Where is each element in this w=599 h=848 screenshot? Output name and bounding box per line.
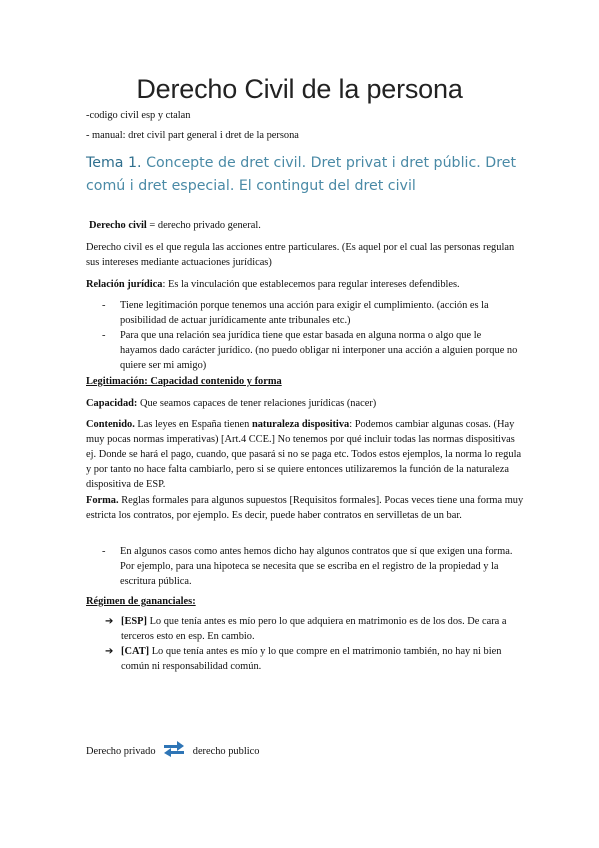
- bidirectional-arrow-icon: [164, 740, 184, 763]
- relacion-term: Relación jurídica: [86, 279, 163, 290]
- dash-bullet: -: [102, 546, 106, 557]
- list-item-text: Lo que tenía antes es mío pero lo que adquiera en matrimonio es de los dos. De cara a terceros esto en esp. En cambio.: [121, 616, 507, 642]
- forma-paragraph: [86, 493, 526, 523]
- tema-text: Concepte de dret civil. Dret privat i dret públic. Dret comú i dret especial. El contingut del dret civil: [86, 155, 517, 194]
- legitimacion-heading-text: Legitimación: Capacidad contenido y forma: [86, 376, 282, 387]
- forma-list: [100, 544, 520, 589]
- dash-bullet: -: [102, 300, 106, 311]
- paragraph: Derecho civil es el que regula las acciones entre particulares. (Es aquel por el cual las personas regulan sus intereses mediante actuaciones jurídicas): [86, 242, 515, 268]
- contenido-pre: Las leyes en España tienen: [134, 419, 252, 430]
- capacidad-text: Que seamos capaces de tener relaciones jurídicas (nacer): [137, 398, 377, 409]
- document-title: Derecho Civil de la persona: [136, 74, 463, 104]
- relation-line: [86, 740, 259, 763]
- definition-term: Derecho civil: [89, 220, 147, 231]
- right-arrow-icon: ➔: [105, 616, 114, 627]
- contenido-term: Contenido.: [86, 419, 135, 430]
- note-line: -codigo civil esp y ctalan: [86, 110, 191, 121]
- right-arrow-icon: ➔: [105, 646, 114, 657]
- contenido-paragraph: [86, 417, 526, 492]
- relation-right: derecho publico: [192, 745, 260, 757]
- legitimacion-heading: [86, 374, 282, 389]
- list-item-text: Tiene legitimación porque tenemos una acción para exigir el cumplimiento. (acción es la posibilidad de actuar jurídicamente ante tribunales etc.): [120, 300, 489, 326]
- tema-label: Tema 1.: [86, 155, 142, 171]
- definition-text: = derecho privado general.: [146, 220, 261, 231]
- gananciales-list: [105, 614, 525, 674]
- dash-bullet: -: [102, 330, 106, 341]
- forma-term: Forma.: [86, 495, 119, 506]
- list-item-text: Para que una relación sea jurídica tiene que estar basada en alguna norma o algo que le hayamos dado carácter jurídico. (no puedo obligar ni interponer una acción a alguien porque no quiere ser mi amigo): [120, 330, 518, 371]
- relacion-text: : Es la vinculación que establecemos para regular intereses defendibles.: [162, 279, 460, 290]
- list-item: [105, 614, 525, 644]
- list-item: [100, 328, 520, 373]
- note-line: - manual: dret civil part general i dret de la persona: [86, 130, 299, 141]
- list-item-tag: [CAT]: [121, 646, 150, 657]
- gananciales-heading-text: Régimen de gananciales:: [86, 596, 196, 607]
- relacion-paragraph: [86, 277, 526, 292]
- relacion-list: [100, 298, 520, 373]
- definition-line: [89, 218, 261, 233]
- list-item-tag: [ESP]: [121, 616, 147, 627]
- contenido-post: : Podemos cambiar algunas cosas. (Hay muy pocas normas imperativas) [Art.4 CCE.] No tenemos por qué incluir todas las normas dispositivas ej. Donde se hará el pago, cuando, que pasará si no se paga etc. Todos estos ejemplos, la norma lo regula y por tanto no hace falta cambiarlo, pero si se quiere entonces utilizaremos la función de la naturaleza dispositiva de ESP.: [86, 419, 522, 490]
- relation-left: Derecho privado: [86, 745, 156, 757]
- gananciales-heading: [86, 594, 196, 609]
- list-item-text: Lo que tenía antes es mío y lo que compre en el matrimonio también, no hay ni bien común ni responsabilidad común.: [121, 646, 502, 672]
- capacidad-term: Capacidad:: [86, 398, 138, 409]
- list-item: [100, 298, 520, 328]
- list-item-text: En algunos casos como antes hemos dicho hay algunos contratos que sí que exigen una forma. Por ejemplo, para una hipoteca se necesita que se escriba en el registro de la propiedad y la escritura pública.: [120, 546, 513, 587]
- tema-heading: [86, 152, 526, 198]
- contenido-bold: naturaleza dispositiva: [251, 419, 350, 430]
- capacidad-line: [86, 396, 376, 411]
- forma-text: Reglas formales para algunos supuestos [Requisitos formales]. Pocas veces tiene una forma muy estricta los contratos, por ejemplo. Es decir, puede haber contratos en servilletas de un bar.: [86, 495, 524, 521]
- list-item: [100, 544, 520, 589]
- list-item: [105, 644, 525, 674]
